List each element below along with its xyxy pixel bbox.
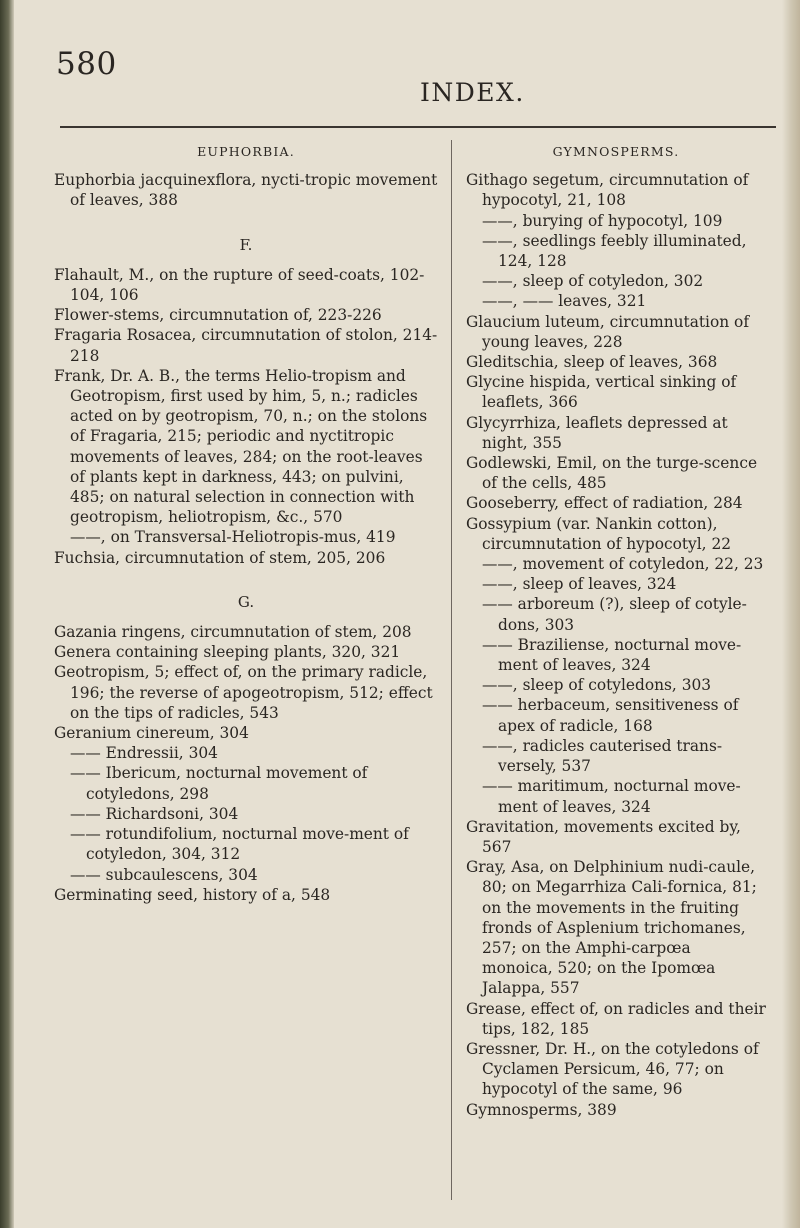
index-subentry: —— maritimum, nocturnal move-ment of leaves, 324 <box>482 777 741 816</box>
header-rule <box>60 126 776 128</box>
index-subentry: ——, sleep of cotyledon, 302 <box>482 272 704 291</box>
index-entry: Gymnosperms, 389 <box>466 1100 617 1119</box>
column-divider <box>451 140 452 1200</box>
section-head-gymnosperms: GYMNOSPERMS. <box>552 144 680 159</box>
index-subentry: ——, sleep of leaves, 324 <box>482 575 677 594</box>
section-head-euphorbia: EUPHORBIA. <box>197 144 295 159</box>
index-subentry: —— arboreum (?), sleep of cotyle-dons, 303 <box>482 595 747 634</box>
index-entry: Glycyrrhiza, leaflets depressed at night, 355 <box>466 413 728 452</box>
index-subentry: —— subcaulescens, 304 <box>70 865 258 884</box>
index-subentry: ——, movement of cotyledon, 22, 23 <box>482 555 764 574</box>
index-entry: Gleditschia, sleep of leaves, 368 <box>466 353 718 372</box>
index-entry: Geotropism, 5; effect of, on the primary radicle, 196; the reverse of apogeotropism, 512; effect on the tips of radicles, 543 <box>54 663 433 722</box>
index-subentry: —— rotundifolium, nocturnal move-ment of cotyledon, 304, 312 <box>70 825 409 864</box>
index-entry: Gray, Asa, on Delphinium nudi-caule, 80; on Megarrhiza Cali-fornica, 81; on the movements in the fruiting fronds of Asplenium trichomanes, 257; on the Amphi-carpœa monoica, 520; on the Ipomœa Jalappa, 557 <box>466 858 757 998</box>
index-subentry: —— Richardsoni, 304 <box>70 804 239 823</box>
index-entry: Fragaria Rosacea, circumnutation of stolon, 214-218 <box>54 326 438 365</box>
index-entry: Fuchsia, circumnutation of stem, 205, 206 <box>54 548 386 567</box>
index-entry: Gazania ringens, circumnutation of stem, 208 <box>54 623 412 642</box>
index-entry: Glaucium luteum, circumnutation of young leaves, 228 <box>466 312 750 351</box>
index-subentry: —— Ibericum, nocturnal movement of cotyledons, 298 <box>70 764 368 803</box>
index-subentry: —— Braziliense, nocturnal move-ment of leaves, 324 <box>482 635 742 675</box>
page-edge <box>782 0 800 1228</box>
running-head: INDEX. <box>420 78 525 107</box>
index-entry: Euphorbia jacquinexflora, nycti-tropic movement of leaves, 388 <box>54 171 438 210</box>
left-column <box>54 142 438 905</box>
index-entry: Githago segetum, circumnutation of hypocotyl, 21, 108 <box>466 171 749 210</box>
index-subentry: ——, seedlings feebly illuminated, 124, 128 <box>482 231 747 271</box>
index-entry: Frank, Dr. A. B., the terms Helio-tropism and Geotropism, first used by him, 5, n.; radicles acted on by geotropism, 70, n.; on the stolons of Fragaria, 215; periodic and nyctitropic movements of leaves, 284; on the root-leaves of plants kept in darkness, 443; on pulvini, 485; on natural selection in connection with geotropism, heliotropism, &c., 570 <box>54 366 428 527</box>
index-entry: Gossypium (var. Nankin cotton), circumnutation of hypocotyl, 22 <box>466 514 732 553</box>
index-subentry: ——, on Transversal-Heliotropis-mus, 419 <box>70 528 396 547</box>
index-entry: Godlewski, Emil, on the turge-scence of the cells, 485 <box>466 454 758 493</box>
index-subentry: ——, radicles cauterised trans-versely, 537 <box>482 736 723 776</box>
page-number: 580 <box>56 46 117 82</box>
letter-head-f: F. <box>239 235 253 254</box>
index-subentry: ——, —— leaves, 321 <box>482 292 647 311</box>
index-entry: Germinating seed, history of a, 548 <box>54 885 331 904</box>
index-entry: Gooseberry, effect of radiation, 284 <box>466 494 743 513</box>
index-entry: Geranium cinereum, 304 <box>54 724 249 743</box>
index-entry: Glycine hispida, vertical sinking of leaflets, 366 <box>466 373 737 412</box>
index-entry: Gravitation, movements excited by, 567 <box>466 817 741 856</box>
index-subentry: ——, sleep of cotyledons, 303 <box>482 676 712 695</box>
index-entry: Genera containing sleeping plants, 320, 321 <box>54 643 401 662</box>
index-entry: Flower-stems, circumnutation of, 223-226 <box>54 306 382 325</box>
index-subentry: —— herbaceum, sensitiveness of apex of radicle, 168 <box>482 696 739 735</box>
right-column <box>466 142 766 1120</box>
index-entry: Gressner, Dr. H., on the cotyledons of Cyclamen Persicum, 46, 77; on hypocotyl of the same, 96 <box>466 1039 759 1099</box>
index-entry: Flahault, M., on the rupture of seed-coats, 102-104, 106 <box>54 265 425 305</box>
index-subentry: —— Endressii, 304 <box>70 744 218 763</box>
index-entry: Grease, effect of, on radicles and their tips, 182, 185 <box>466 999 766 1038</box>
index-subentry: ——, burying of hypocotyl, 109 <box>482 211 723 230</box>
letter-head-g: G. <box>237 592 255 611</box>
page-binding-shadow <box>0 0 14 1228</box>
